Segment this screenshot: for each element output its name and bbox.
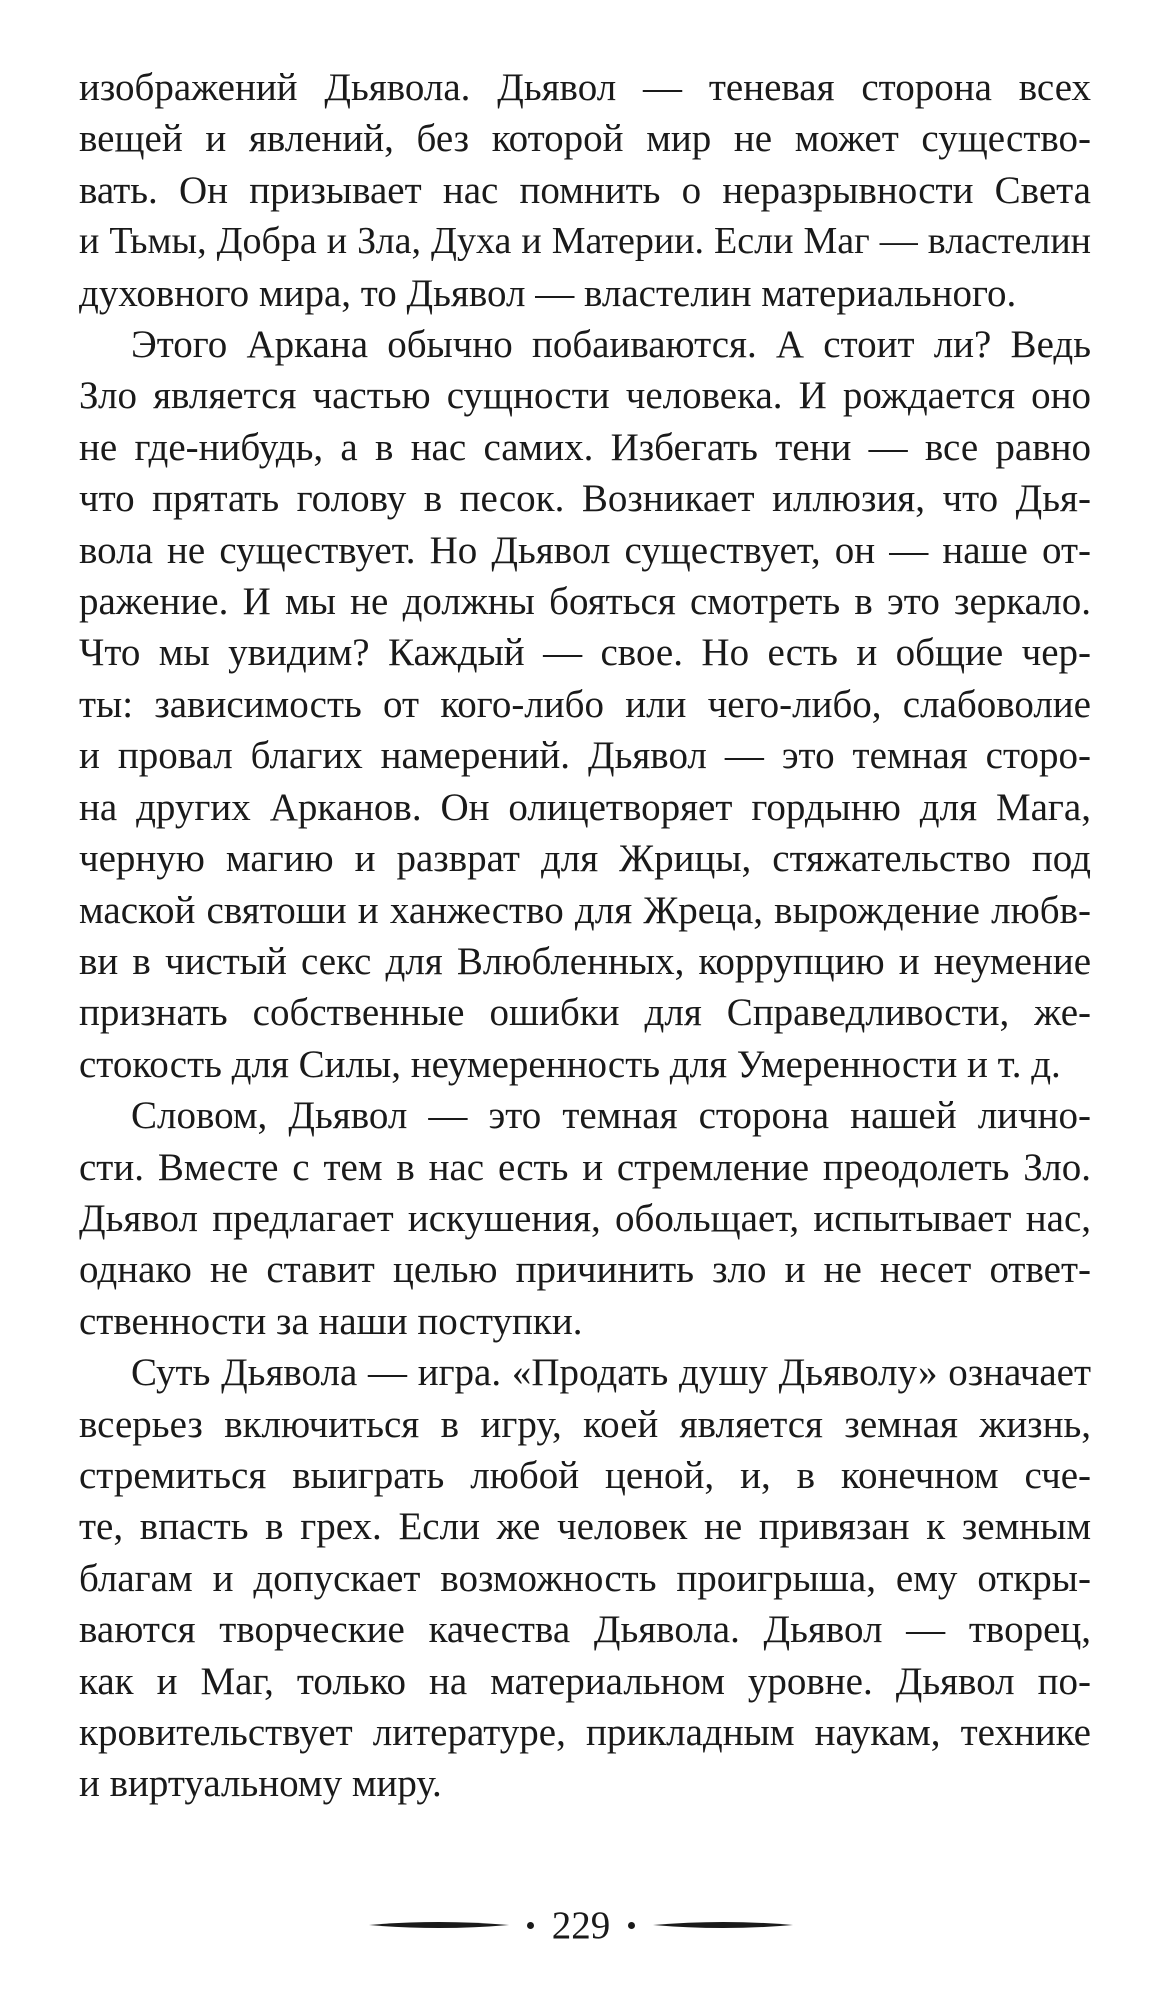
text-line: Словом, Дьявол — это темная сторона нашей лично-: [131, 1094, 1091, 1138]
page-footer: [0, 1905, 1162, 1945]
text-line: и виртуальному миру.: [79, 1762, 442, 1806]
paragraph: [79, 319, 1091, 1090]
text-line: Что мы увидим? Каждый — свое. Но есть и общие чер-: [79, 631, 1091, 675]
body-text: [79, 62, 1091, 1810]
text-line: на других Арканов. Он олицетворяет гордыню для Мага,: [79, 785, 1091, 829]
text-line: ви в чистый секс для Влюбленных, коррупцию и неумение: [79, 939, 1091, 983]
text-line: Суть Дьявола — игра. «Продать душу Дьяволу» означает: [131, 1351, 1091, 1395]
left-dot-icon: [527, 1922, 534, 1929]
text-line: черную магию и разврат для Жрицы, стяжательство под: [79, 837, 1091, 881]
text-line: маской святоши и ханжество для Жреца, вырождение любв-: [79, 888, 1091, 932]
paragraph: [79, 1090, 1091, 1347]
text-line: как и Маг, только на материальном уровне. Дьявол по-: [79, 1659, 1091, 1703]
text-line: ственности за наши поступки.: [79, 1299, 583, 1343]
text-line: те, впасть в грех. Если же человек не привязан к земным: [79, 1505, 1091, 1549]
text-line: и провал благих намерений. Дьявол — это темная сторо-: [79, 734, 1091, 778]
text-line: духовного мира, то Дьявол — властелин материального.: [79, 271, 1017, 315]
paragraph: [79, 1347, 1091, 1810]
text-line: и Тьмы, Добра и Зла, Духа и Материи. Если Маг — властелин: [79, 220, 1091, 263]
text-line: благам и допускает возможность проигрыша, ему откры-: [79, 1556, 1091, 1600]
text-line: вещей и явлений, без которой мир не может существо-: [79, 117, 1091, 161]
text-line: сти. Вместе с тем в нас есть и стремление преодолеть Зло.: [79, 1145, 1091, 1189]
text-line: стокость для Силы, неумеренность для Умеренности и т. д.: [79, 1042, 1061, 1086]
right-ornament-icon: [653, 1919, 793, 1931]
text-line: Дьявол предлагает искушения, обольщает, испытывает нас,: [79, 1196, 1091, 1240]
text-line: не где-нибудь, а в нас самих. Избегать тени — все равно: [79, 425, 1091, 469]
text-line: вола не существует. Но Дьявол существует, он — наше от-: [79, 528, 1091, 572]
text-line: кровительствует литературе, прикладным наукам, технике: [79, 1711, 1091, 1754]
text-line: однако не ставит целью причинить зло и не несет ответ-: [79, 1248, 1091, 1292]
page-number: 229: [551, 1903, 611, 1947]
text-line: ты: зависимость от кого-либо или чего-либо, слабоволие: [79, 682, 1091, 726]
text-line: признать собственные ошибки для Справедливости, же-: [79, 991, 1091, 1035]
text-line: ражение. И мы не должны бояться смотреть в это зеркало.: [79, 580, 1091, 624]
right-dot-icon: [628, 1922, 635, 1929]
left-ornament-icon: [369, 1919, 509, 1931]
text-line: изображений Дьявола. Дьявол — теневая сторона всех: [79, 66, 1091, 109]
text-line: вать. Он призывает нас помнить о неразрывности Света: [79, 168, 1091, 212]
text-line: всерьез включиться в игру, коей является земная жизнь,: [79, 1402, 1091, 1446]
text-line: стремиться выиграть любой ценой, и, в конечном сче-: [79, 1453, 1091, 1497]
paragraph: [79, 62, 1091, 319]
text-line: Зло является частью сущности человека. И рождается оно: [79, 374, 1091, 418]
text-line: ваются творческие качества Дьявола. Дьявол — творец,: [79, 1608, 1091, 1652]
text-line: Этого Аркана обычно побаиваются. А стоит ли? Ведь: [131, 323, 1091, 367]
text-line: что прятать голову в песок. Возникает иллюзия, что Дья-: [79, 477, 1091, 521]
